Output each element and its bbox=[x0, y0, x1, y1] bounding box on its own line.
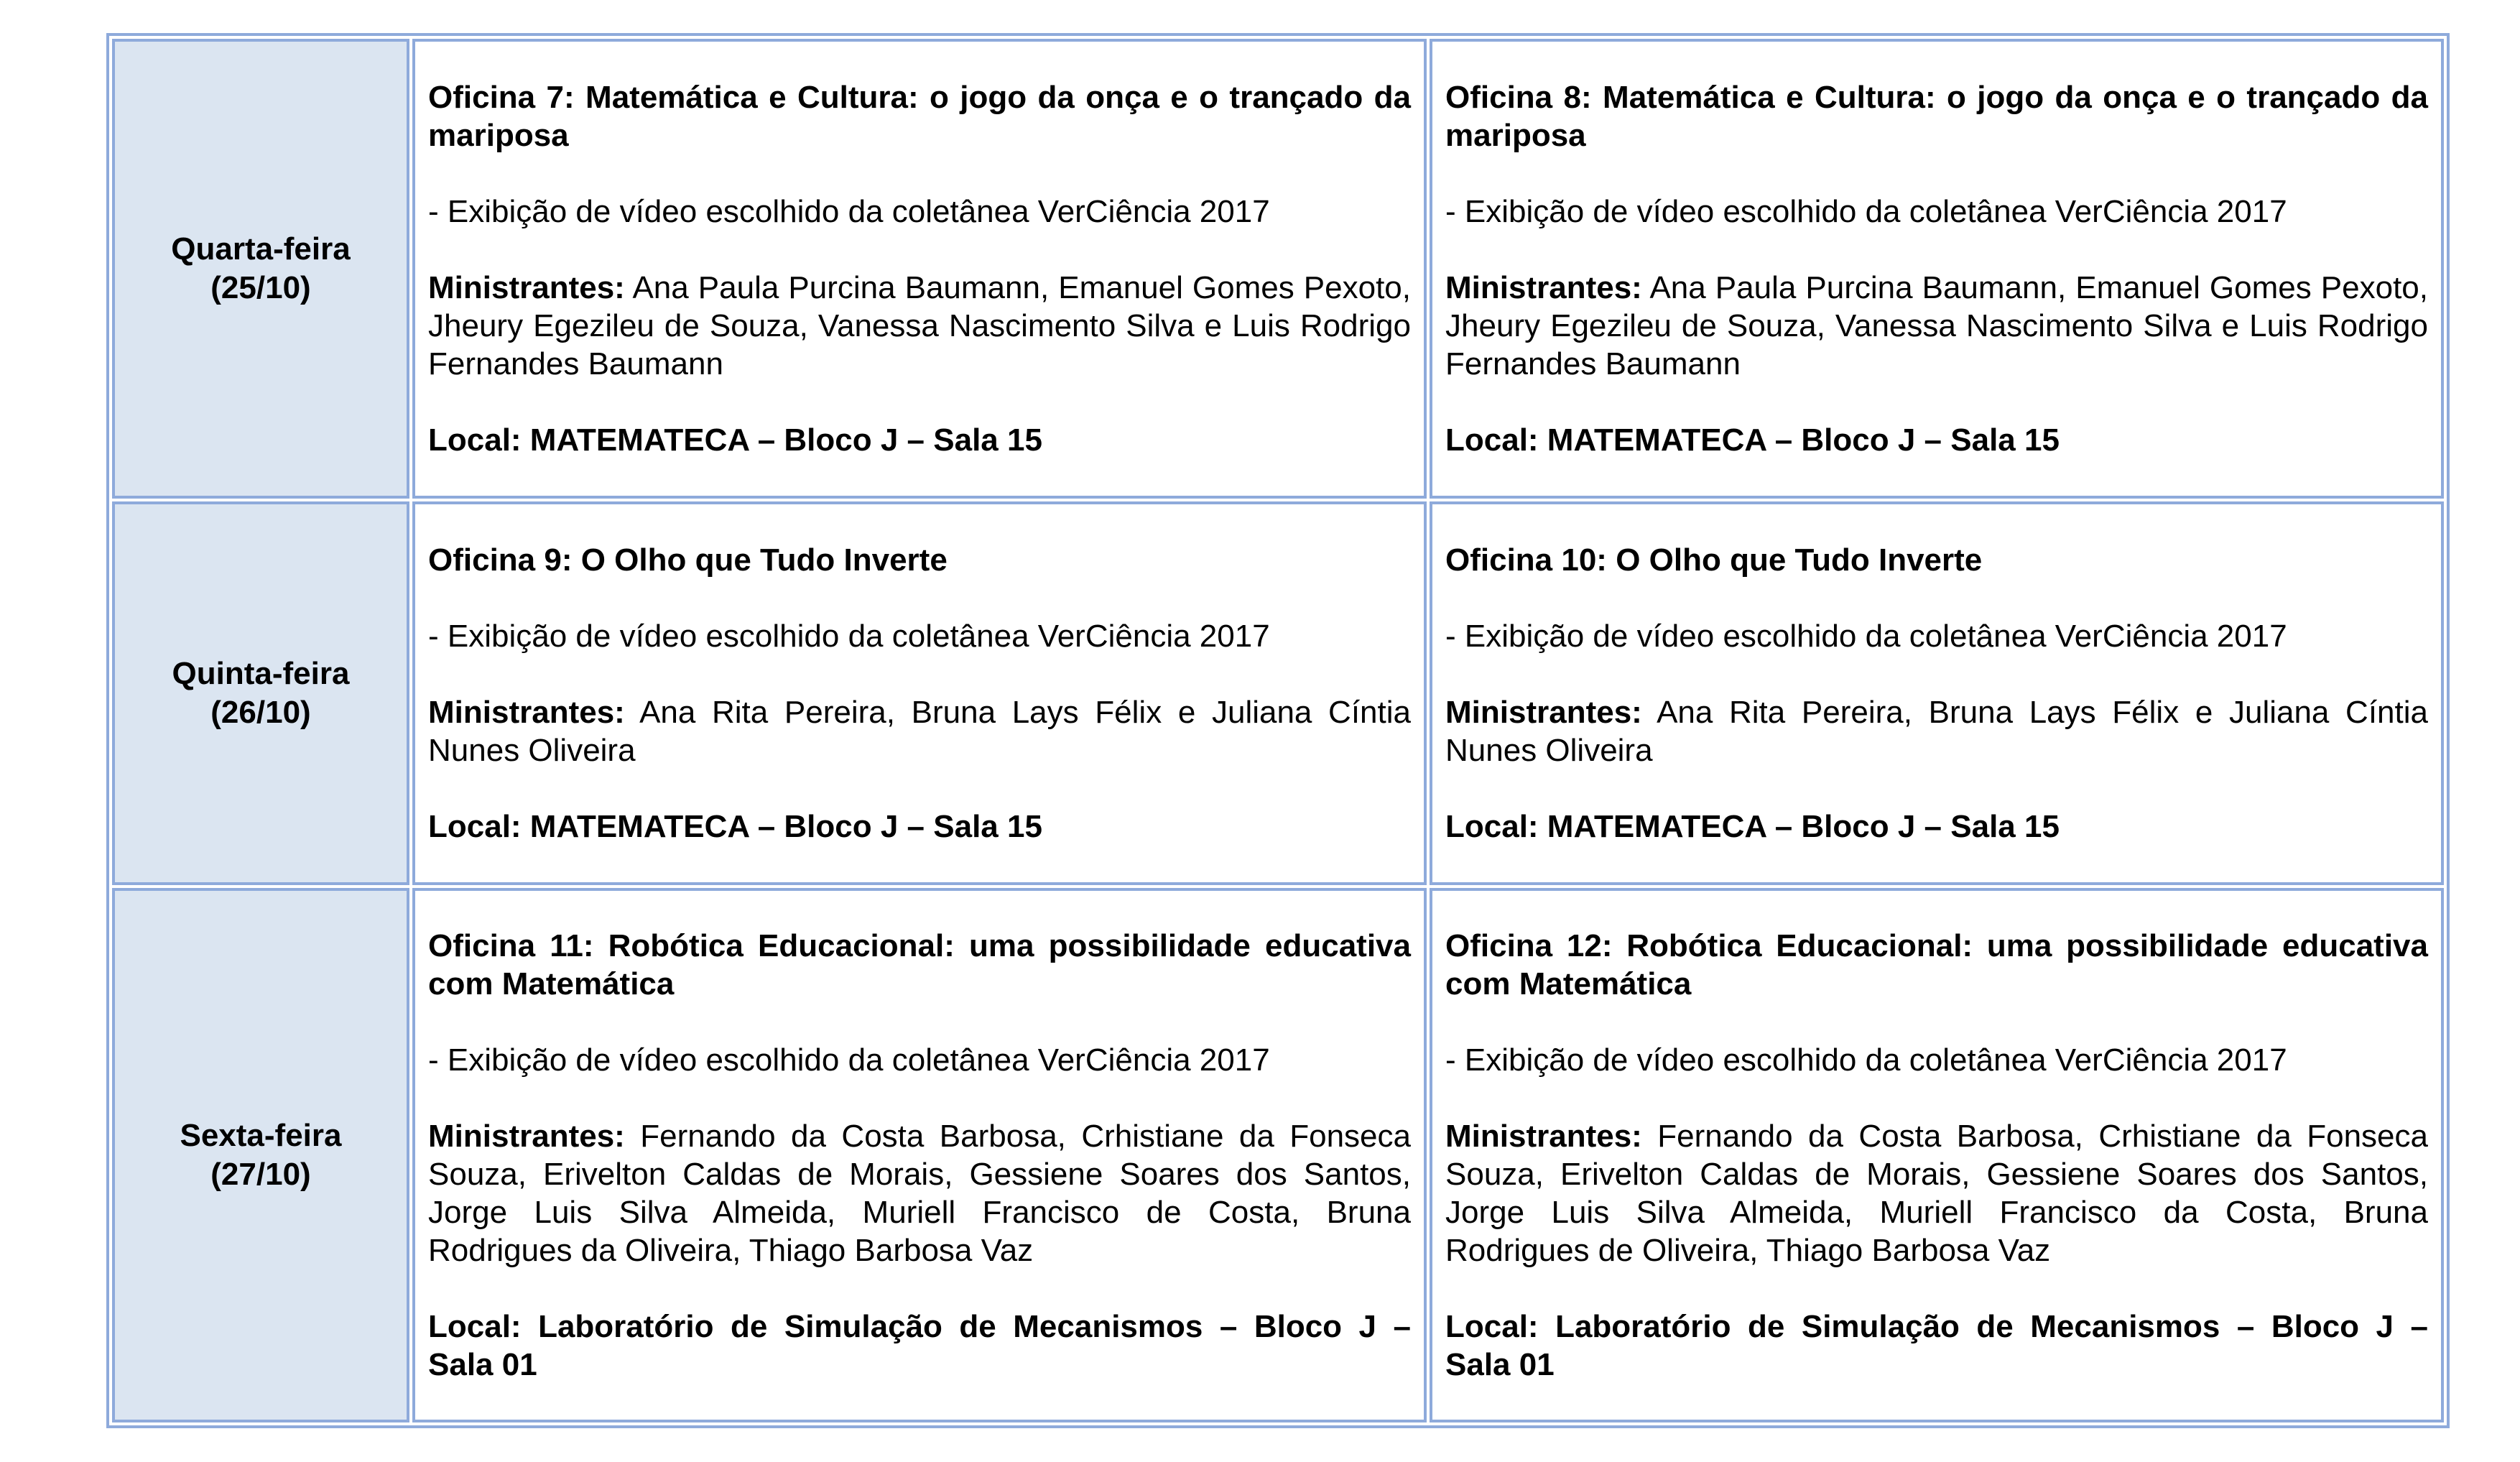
day-cell bbox=[112, 501, 409, 885]
schedule-row-quarta bbox=[112, 39, 2444, 499]
workshop-location: Local: Laboratório de Simulação de Mecanismos – Bloco J – Sala 01 bbox=[1445, 1309, 2428, 1382]
workshop-cell-12 bbox=[1430, 888, 2444, 1422]
workshop-video: - Exibição de vídeo escolhido da coletânea VerCiência 2017 bbox=[428, 619, 1270, 654]
workshop-title: Oficina 10: O Olho que Tudo Inverte bbox=[1445, 542, 1983, 578]
workshop-location: Local: MATEMATECA – Bloco J – Sala 15 bbox=[428, 809, 1042, 844]
workshop-video: - Exibição de vídeo escolhido da coletânea VerCiência 2017 bbox=[428, 194, 1270, 229]
workshop-instructors bbox=[428, 693, 1411, 769]
workshop-instructors bbox=[428, 1117, 1411, 1269]
instructors-label: Ministrantes: bbox=[1445, 270, 1642, 305]
day-name: Sexta-feira bbox=[180, 1118, 342, 1153]
workshop-title: Oficina 12: Robótica Educacional: uma possibilidade educativa com Matemática bbox=[1445, 928, 2428, 1001]
instructors-names: Ana Rita Pereira, Bruna Lays Félix e Juliana Cíntia Nunes Oliveira bbox=[1445, 695, 2429, 768]
instructors-label: Ministrantes: bbox=[1445, 1119, 1642, 1154]
day-date: (27/10) bbox=[210, 1157, 311, 1192]
workshop-title: Oficina 8: Matemática e Cultura: o jogo da onça e o trançado da mariposa bbox=[1445, 80, 2428, 153]
workshop-instructors bbox=[1445, 269, 2428, 383]
instructors-names: Ana Paula Purcina Baumann, Emanuel Gomes Pexoto, Jheury Egezileu de Souza, Vanessa Nascimento Silva e Luis Rodrigo Fernandes Baumann bbox=[428, 270, 1412, 381]
schedule-row-quinta bbox=[112, 501, 2444, 885]
workshop-cell-8 bbox=[1430, 39, 2444, 499]
day-date: (25/10) bbox=[210, 270, 311, 305]
workshop-location: Local: MATEMATECA – Bloco J – Sala 15 bbox=[1445, 809, 2060, 844]
day-name: Quarta-feira bbox=[171, 231, 351, 267]
day-date: (26/10) bbox=[210, 695, 311, 730]
workshop-title: Oficina 11: Robótica Educacional: uma possibilidade educativa com Matemática bbox=[428, 928, 1411, 1001]
workshop-cell-7 bbox=[412, 39, 1427, 499]
instructors-names: Ana Paula Purcina Baumann, Emanuel Gomes Pexoto, Jheury Egezileu de Souza, Vanessa Nascimento Silva e Luis Rodrigo Fernandes Baumann bbox=[1445, 270, 2429, 381]
workshop-video: - Exibição de vídeo escolhido da coletânea VerCiência 2017 bbox=[1445, 619, 2287, 654]
workshop-video: - Exibição de vídeo escolhido da coletânea VerCiência 2017 bbox=[1445, 194, 2287, 229]
workshop-title: Oficina 7: Matemática e Cultura: o jogo da onça e o trançado da mariposa bbox=[428, 80, 1411, 153]
workshop-title: Oficina 9: O Olho que Tudo Inverte bbox=[428, 542, 948, 578]
instructors-label: Ministrantes: bbox=[428, 1119, 625, 1154]
instructors-label: Ministrantes: bbox=[1445, 695, 1642, 730]
workshop-location: Local: MATEMATECA – Bloco J – Sala 15 bbox=[428, 422, 1042, 458]
workshop-cell-11 bbox=[412, 888, 1427, 1422]
workshop-video: - Exibição de vídeo escolhido da coletânea VerCiência 2017 bbox=[1445, 1042, 2287, 1078]
workshop-cell-10 bbox=[1430, 501, 2444, 885]
workshop-instructors bbox=[1445, 1117, 2428, 1269]
day-cell bbox=[112, 39, 409, 499]
instructors-names: Fernando da Costa Barbosa, Crhistiane da Fonseca Souza, Erivelton Caldas de Morais, Gessiene Soares dos Santos, Jorge Luis Silva Almeida, Muriell Francisco da Costa, Bruna Rodrigues de Oliveira, Thiago Barbosa Vaz bbox=[1445, 1119, 2428, 1268]
instructors-names: Ana Rita Pereira, Bruna Lays Félix e Juliana Cíntia Nunes Oliveira bbox=[428, 695, 1412, 768]
day-name: Quinta-feira bbox=[172, 656, 350, 691]
workshop-location: Local: MATEMATECA – Bloco J – Sala 15 bbox=[1445, 422, 2060, 458]
workshop-video: - Exibição de vídeo escolhido da coletânea VerCiência 2017 bbox=[428, 1042, 1270, 1078]
instructors-names: Fernando da Costa Barbosa, Crhistiane da Fonseca Souza, Erivelton Caldas de Morais, Gessiene Soares dos Santos, Jorge Luis Silva Almeida, Muriell Francisco de Costa, Bruna Rodrigues da Oliveira, Thiago Barbosa Vaz bbox=[428, 1119, 1411, 1268]
instructors-label: Ministrantes: bbox=[428, 695, 625, 730]
workshop-location: Local: Laboratório de Simulação de Mecanismos – Bloco J – Sala 01 bbox=[428, 1309, 1411, 1382]
day-cell bbox=[112, 888, 409, 1422]
instructors-label: Ministrantes: bbox=[428, 270, 625, 305]
workshop-instructors bbox=[428, 269, 1411, 383]
schedule-row-sexta bbox=[112, 888, 2444, 1422]
workshop-cell-9 bbox=[412, 501, 1427, 885]
workshop-instructors bbox=[1445, 693, 2428, 769]
schedule-table bbox=[106, 33, 2450, 1428]
